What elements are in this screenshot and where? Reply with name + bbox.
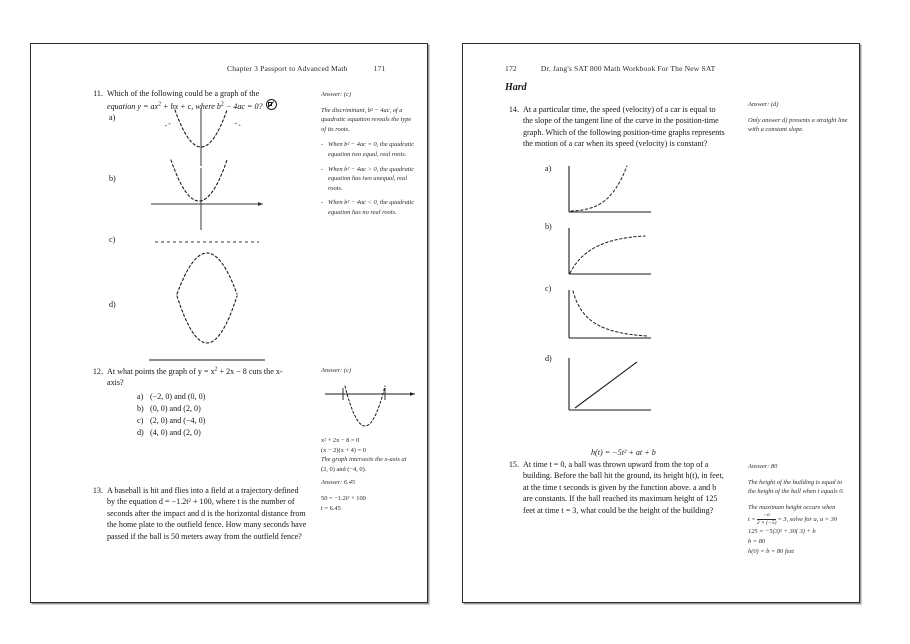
answer-15-fraction-denominator: 2 × (−5) [756, 519, 777, 526]
answer-15-work-2: 125 = −5(3)² + 30( 3) + b [748, 527, 816, 535]
answer-15-fraction-numerator: −a [763, 512, 770, 519]
question-11-number: 11. [93, 89, 103, 98]
running-head-left-text: Chapter 3 Passport to Advanced Math [227, 64, 348, 73]
question-12-number: 12. [92, 367, 103, 376]
figure-q12 [323, 384, 423, 436]
question-12-options [137, 391, 307, 440]
figure-q11-c [141, 230, 271, 298]
page-number-right: 172 [505, 64, 517, 73]
figure-q14-d [559, 356, 659, 418]
answer-11-paragraph: The discriminant, b² − 4ac, of a quadratic equation reveals the type of its roots. [321, 106, 412, 133]
question-11-choice-a-label: a) [109, 113, 116, 122]
answer-15-paragraph-1: The height of the building is equal to the height of the ball when t equals 0. [748, 478, 845, 496]
answer-15-work-3: b = 80 [748, 537, 766, 545]
option-a-value: (−2, 0) and (0, 0) [150, 391, 206, 401]
option-b[interactable] [137, 403, 307, 415]
question-12-text-mid: + 2x − 8 cuts the x- [217, 367, 283, 376]
option-b-label: b) [137, 404, 144, 414]
answer-14-title: Answer: (d) [748, 101, 779, 108]
question-12 [89, 366, 307, 440]
answer-15-work-t-post: = 3, solve for a, a = 30 [777, 516, 838, 524]
question-12-text-post: axis? [107, 378, 124, 388]
question-11-line2-mid: + bx + c, where b [161, 102, 221, 112]
figure-q14-a [559, 164, 659, 218]
answer-15 [748, 462, 850, 557]
question-14-choice-d-label: d) [545, 354, 552, 363]
question-11-line2-post: − 4ac = 0? [223, 102, 263, 112]
running-head-right [505, 64, 715, 73]
question-15-text: At time t = 0, a ball was thrown upward from the top of a building. Before the ball hit the ground, its height h(t), in feet, at the time t seconds is given by the function above. a and b are constants. If the ball reached its maximum height of 125 feet at time t = 3, what could be the height of the building? [523, 460, 724, 515]
question-11-exp2: 2 [220, 101, 224, 108]
answer-13-work-2: t = 6.45 [321, 504, 341, 512]
answer-15-work-4: h(0) = b = 80 feet [748, 547, 795, 555]
question-12-text-pre: At what points the graph of y = x [107, 367, 215, 376]
question-14-text: At a particular time, the speed (velocity) of a car is equal to the slope of the tangent line of the curve in the position-time graph. Which of the following position-time graphs represents the motion of a car when its speed (velocity) is constant? [523, 105, 725, 149]
figure-q14-b [559, 226, 659, 280]
answer-15-paragraph-2: The maximum height occurs when [748, 503, 836, 511]
answer-11-bullet-2: - When b² − 4ac > 0, the quadratic equation has two unequal, real roots. [321, 165, 417, 194]
option-a-label: a) [137, 391, 144, 401]
option-c-label: c) [137, 416, 144, 426]
answer-11-bullet-1: - When b² − 4ac = 0, the quadratic equation two equal, real roots. [321, 140, 417, 159]
question-13 [89, 485, 307, 542]
question-15-number: 15. [508, 460, 519, 469]
option-a[interactable] [137, 391, 307, 403]
question-11-line2-pre: equation y = ax [107, 102, 159, 112]
answer-14 [748, 100, 848, 141]
page-right [462, 43, 860, 603]
answer-15-title: Answer: 80 [748, 463, 778, 470]
figure-q14-c [559, 288, 659, 346]
running-head-right-text: Dr. Jang's SAT 800 Math Workbook For The New SAT [540, 64, 716, 73]
answer-11-bullets [321, 140, 417, 217]
option-c-value: (2, 0) and (−4, 0) [150, 416, 206, 426]
page-number-left: 171 [373, 64, 386, 73]
option-b-value: (0, 0) and (2, 0) [150, 404, 201, 414]
answer-12-work-3: The graph intersects the x-axis at [321, 456, 407, 464]
answer-13 [321, 478, 421, 513]
question-14-choice-a-label: a) [545, 164, 552, 173]
question-11-choice-c-label: c) [109, 235, 116, 244]
answer-11-title: Answer: (c) [321, 91, 351, 98]
answer-15-work-t-pre: t = [748, 516, 756, 524]
figure-q11-a [141, 106, 271, 168]
option-d-value: (4, 0) and (2, 0) [150, 428, 201, 438]
question-15-formula: h(t) = −5t² + at + b [591, 448, 656, 457]
question-14-choice-c-label: c) [545, 284, 552, 293]
figure-q11-b [141, 166, 271, 232]
answer-11 [321, 90, 417, 223]
question-13-text: A baseball is hit and flies into a field at a trajectory defined by the equation d = −1.2t² + 100, where t is the number of seconds after the impact and d is the horizontal distance from the home plate to the outfield fence. How many seconds have passed if the ball is 50 meters away from the outfield fence? [107, 486, 307, 541]
question-11-choice-d-label: d) [109, 300, 116, 309]
figure-q11-d [141, 294, 271, 366]
question-14 [505, 104, 727, 150]
question-11-choice-b-label: b) [109, 174, 116, 183]
option-d-label: d) [137, 428, 144, 438]
question-12-exp: 2 [214, 366, 218, 373]
question-11-exp1: 2 [158, 101, 162, 108]
answer-12-work-2: (x − 2)(x + 4) = 0 [321, 446, 366, 454]
answer-12-work-1: x² + 2x − 8 = 0 [321, 436, 360, 444]
page-left [30, 43, 428, 603]
question-14-choice-b-label: b) [545, 222, 552, 231]
answer-13-title: Answer: 6.45 [321, 479, 356, 486]
question-15 [505, 459, 727, 516]
question-13-number: 13. [92, 486, 103, 495]
answer-12-work-4: (2, 0) and (−4, 0). [321, 466, 367, 474]
answer-15-fraction [757, 513, 777, 526]
option-c[interactable] [137, 415, 307, 427]
answer-12-title: Answer: (c) [321, 367, 351, 374]
answer-14-paragraph: Only answer d) presents a straight line with a constant slope. [748, 116, 848, 134]
question-14-number: 14. [508, 105, 519, 114]
answer-11-bullet-3: - When b² − 4ac < 0, the quadratic equation has no real roots. [321, 198, 417, 217]
question-11-line1: Which of the following could be a graph of the [107, 89, 260, 98]
section-heading-hard: Hard [505, 82, 527, 93]
option-d[interactable] [137, 427, 307, 439]
answer-13-work-1: 50 = −1.2t² + 100 [321, 494, 366, 502]
answer-12 [321, 366, 421, 475]
running-head-left [227, 64, 385, 73]
